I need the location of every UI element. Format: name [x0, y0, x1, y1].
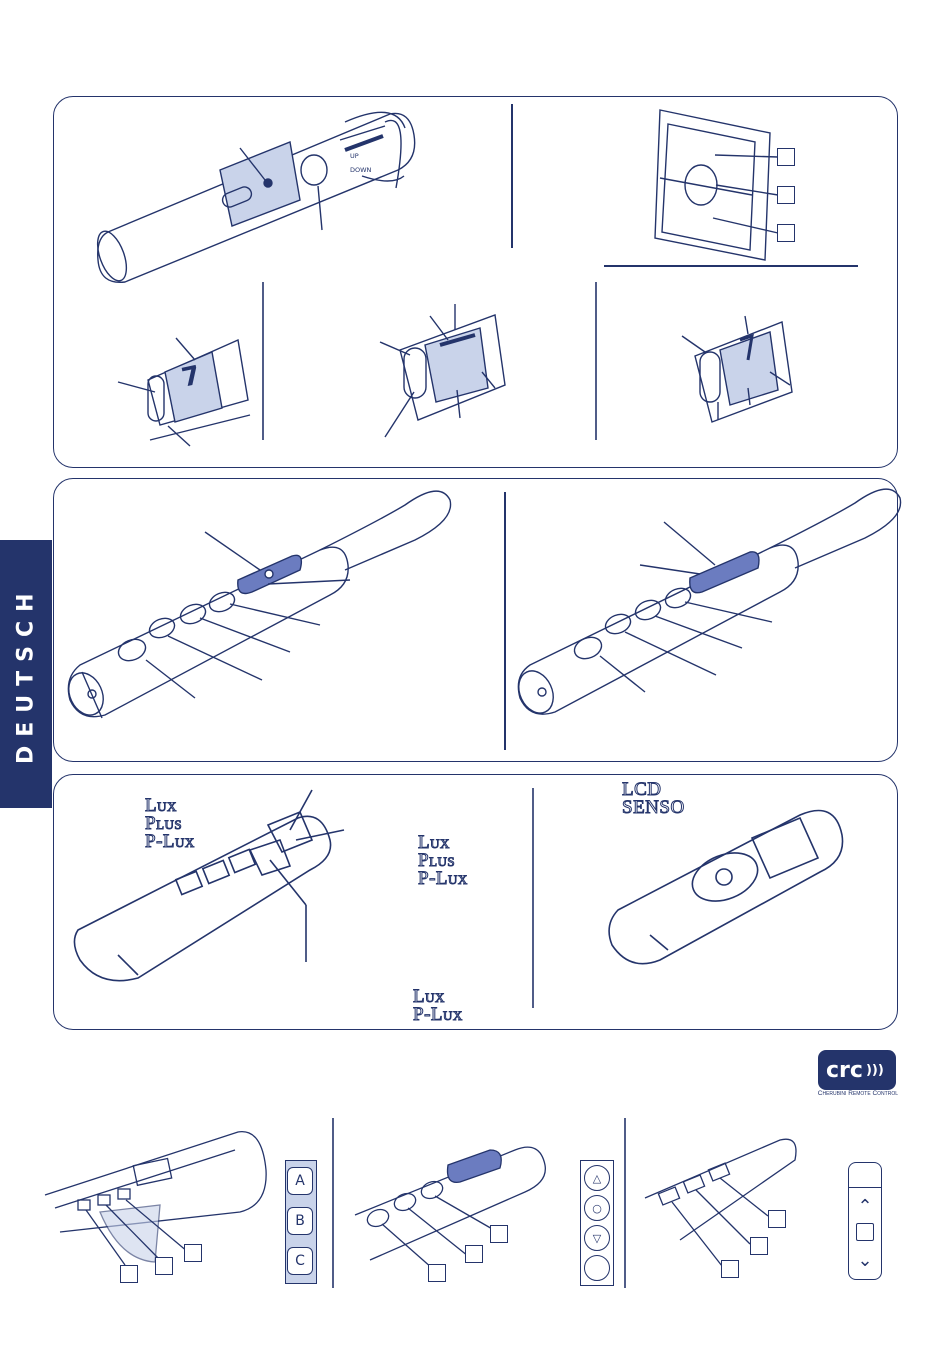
bottom-callout-4 [428, 1264, 446, 1282]
keypad-chevrons [848, 1162, 882, 1280]
crc-logo-caption: Cherubini Remote Control [817, 1090, 898, 1097]
svg-text:UP: UP [350, 152, 359, 160]
lcd-group: LCD SENSO [622, 779, 685, 818]
bottom-callout-5 [465, 1245, 483, 1263]
key-c[interactable]: C [287, 1247, 313, 1275]
svg-text:DOWN: DOWN [350, 166, 372, 174]
bottom-callout-6 [490, 1225, 508, 1243]
bottom-callout-3 [184, 1244, 202, 1262]
chevron-down-icon[interactable]: ⌄ [851, 1247, 879, 1273]
lux-group-2: Lux Plus P-Lux [418, 832, 468, 889]
bottom-callout-2 [155, 1257, 173, 1275]
extra-round-button[interactable] [584, 1255, 610, 1281]
stop-square-icon[interactable] [856, 1223, 874, 1241]
bottom-callout-1 [120, 1265, 138, 1283]
key-a[interactable]: A [287, 1167, 313, 1195]
lux-group-3: Lux P-Lux [413, 986, 463, 1025]
key-b[interactable]: B [287, 1207, 313, 1235]
down-triangle-icon[interactable]: ▽ [584, 1225, 610, 1251]
crc-logo: crc ))) [818, 1050, 896, 1090]
up-triangle-icon[interactable]: △ [584, 1165, 610, 1191]
bottom-callout-9 [768, 1210, 786, 1228]
keypad-arrows [580, 1160, 614, 1286]
stop-circle-icon[interactable]: ○ [584, 1195, 610, 1221]
display-digit-1: 7 [179, 360, 204, 394]
lux-group-1: Lux Plus P-Lux [145, 795, 195, 852]
bottom-callout-7 [721, 1260, 739, 1278]
language-label: DEUTSCH [13, 584, 39, 764]
chevron-up-icon[interactable]: ⌃ [851, 1193, 879, 1219]
keypad-abc [285, 1160, 317, 1284]
bottom-callout-8 [750, 1237, 768, 1255]
